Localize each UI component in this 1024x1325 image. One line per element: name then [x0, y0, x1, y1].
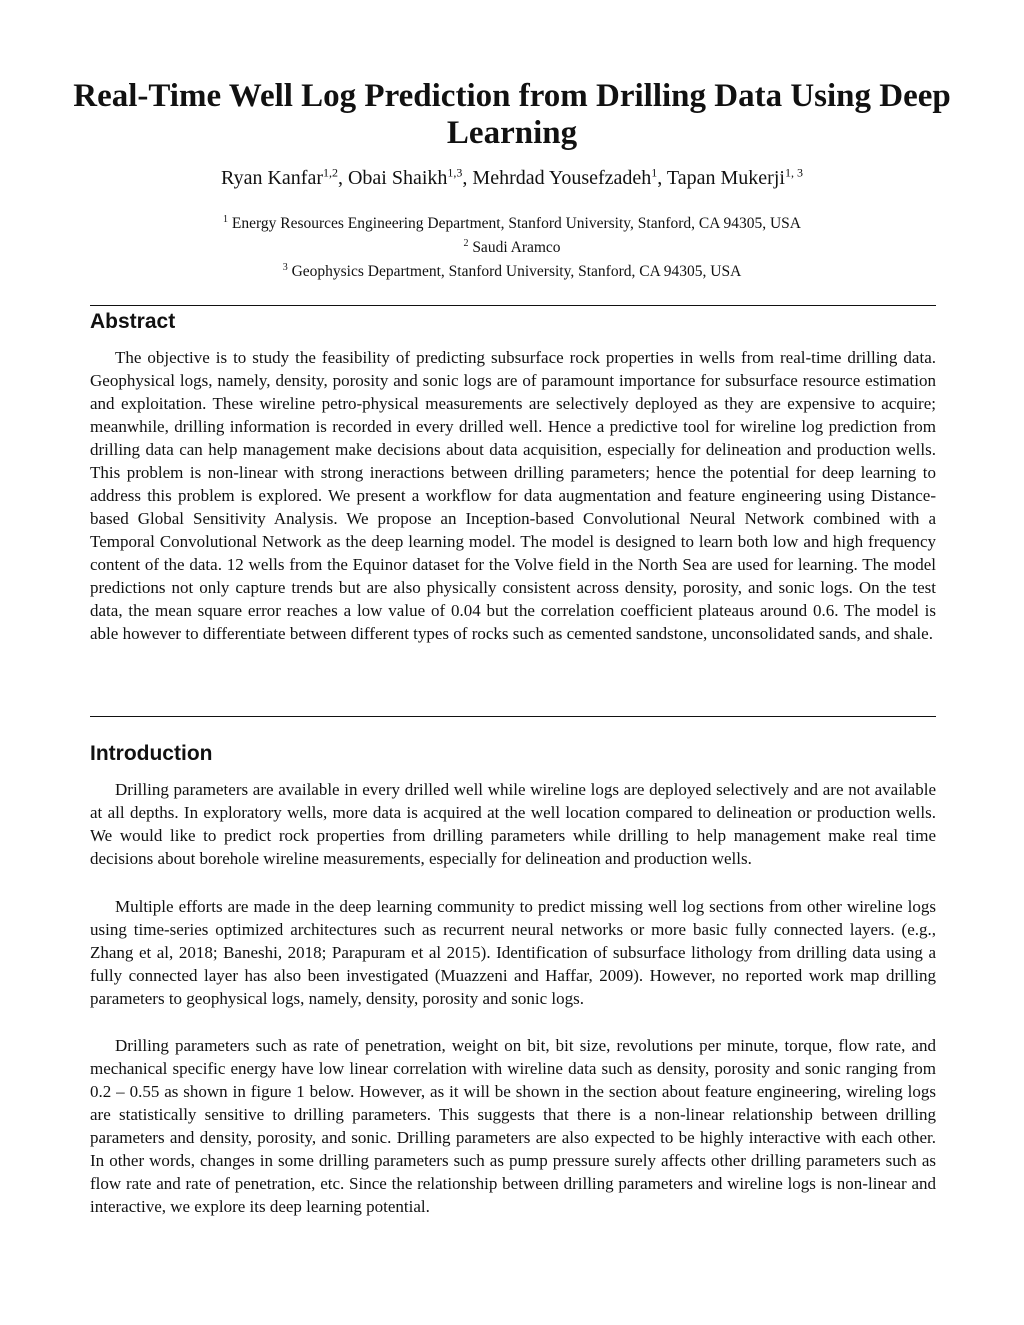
author-affiliation-marker: 1,2: [322, 165, 338, 180]
affiliation-1: [60, 214, 964, 234]
author-separator: ,: [337, 167, 348, 189]
affiliation-text: Geophysics Department, Stanford University, Stanford, CA 94305, USA: [291, 263, 742, 280]
abstract-bottom-rule: [90, 716, 936, 717]
introduction-paragraph-2: Multiple efforts are made in the deep learning community to predict missing well log sections from other wireline logs using time-series optimized architectures such as recurrent neural networks or more basic fully connected layers. (e.g., Zhang et al, 2018; Baneshi, 2018; Parapuram et al 2015). Identification of subsurface lithology from drilling data using a fully connected layer has also been investigated (Muazzeni and Haffar, 2009). However, no reported work map drilling parameters to geophysical logs, namely, density, porosity and sonic logs.: [90, 897, 936, 1008]
author-separator: ,: [462, 167, 473, 189]
author-name: Mehrdad Yousefzadeh: [472, 167, 652, 189]
author-name: Obai Shaikh: [347, 167, 448, 189]
affiliation-3: [60, 262, 964, 282]
affiliation-number: 1: [223, 213, 228, 225]
affiliation-number: 2: [463, 237, 469, 249]
author-list: [60, 165, 964, 191]
affiliation-number: 3: [282, 261, 288, 273]
introduction-paragraph-3: Drilling parameters such as rate of penetration, weight on bit, bit size, revolutions per minute, torque, flow rate, and mechanical specific energy have low linear correlation with wireline data such as density, porosity and sonic ranging from 0.2 – 0.55 as shown in figure 1 below. However, as it will be shown in the section about feature engineering, wireling logs are statistically sensitive to drilling parameters. This suggests that there is a non-linear relationship between drilling parameters and density, porosity, and sonic. Drilling parameters are also expected to be highly interactive with each other. In other words, changes in some drilling parameters such as pump pressure surely affects other drilling parameters such as flow rate and rate of penetration, etc. Since the relationship between drilling parameters and wireline logs is non-linear and interactive, we explore its deep learning potential.: [90, 1036, 936, 1216]
affiliation-text: Saudi Aramco: [472, 239, 561, 256]
author-separator: ,: [657, 167, 667, 189]
author-name: Ryan Kanfar: [221, 167, 323, 189]
affiliation-text: Energy Resources Engineering Department, Stanford University, Stanford, CA 94305, USA: [231, 215, 801, 232]
introduction-paragraph-1: Drilling parameters are available in every drilled well while wireline logs are deployed selectively and are not available at all depths. In exploratory wells, more data is acquired at the well location compared to delineation or production wells. We would like to predict rock properties from drilling parameters while drilling to help management make real time decisions about borehole wireline measurements, especially for delineation and production wells.: [90, 780, 936, 868]
author-affiliation-marker: 1, 3: [784, 165, 803, 180]
abstract-heading: Abstract: [90, 310, 176, 333]
paper-title: Real-Time Well Log Prediction from Drilling Data Using Deep Learning: [73, 78, 951, 151]
author-name: Tapan Mukerji: [666, 167, 785, 189]
author-affiliation-marker: 1: [651, 165, 658, 180]
introduction-heading: Introduction: [90, 742, 213, 765]
abstract-top-rule: [90, 305, 936, 306]
affiliation-2: [60, 238, 964, 258]
abstract-text: The objective is to study the feasibility of predicting subsurface rock properties in wells from real-time drilling data. Geophysical logs, namely, density, porosity and sonic logs are of paramount importance for subsurface resource estimation and exploitation. These wireline petro-physical measurements are selectively deployed as they are expensive to acquire; meanwhile, drilling information is recorded in every drilled well. Hence a predictive tool for wireline log prediction from drilling data can help management make decisions about data acquisition, especially for delineation and production wells. This problem is non-linear with strong ineractions between drilling parameters; hence the potential for deep learning to address this problem is explored. We present a workflow for data augmentation and feature engineering using Distance-based Global Sensitivity Analysis. We propose an Inception-based Convolutional Neural Network combined with a Temporal Convolutional Network as the deep learning model. The model is designed to learn both low and high frequency content of the data. 12 wells from the Equinor dataset for the Volve field in the North Sea are used for learning. The model predictions not only capture trends but are also physically consistent across density, porosity, and sonic logs. On the test data, the mean square error reaches a low value of 0.04 but the correlation coefficient plateaus around 0.6. The model is able however to differentiate between different types of rocks such as cemented sandstone, unconsolidated sands, and shale.: [90, 348, 936, 643]
author-affiliation-marker: 1,3: [447, 165, 463, 180]
